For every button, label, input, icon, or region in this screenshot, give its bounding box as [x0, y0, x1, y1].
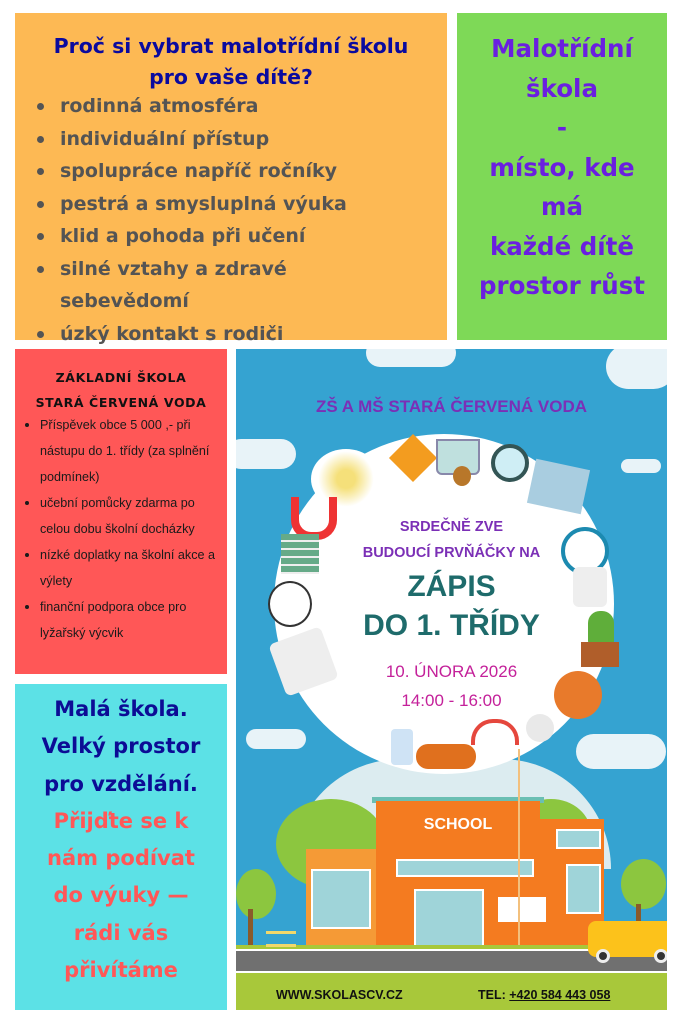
magnifier-icon	[491, 444, 529, 482]
cloud-icon	[366, 349, 456, 367]
benefits-panel	[15, 349, 227, 674]
list-item: silné vztahy a zdravé sebevědomí	[35, 253, 360, 318]
event-datetime	[236, 657, 667, 715]
window	[311, 869, 371, 929]
enrollment-headline	[236, 567, 667, 645]
phone-contact	[478, 988, 610, 1002]
headline-line-2: DO 1. TŘÍDY	[363, 609, 540, 642]
invite-text	[236, 514, 667, 566]
list-item: rodinná atmosféra	[35, 90, 360, 123]
benefits-title	[15, 365, 227, 415]
motto-line: místo, kde	[489, 152, 635, 182]
tel-label: TEL:	[478, 988, 510, 1002]
list-item: učební pomůcky zdarma po celou dobu školní docházky	[21, 490, 225, 542]
flagpole	[518, 749, 520, 945]
title-line-2: STARÁ ČERVENÁ VODA	[35, 395, 207, 410]
cloud-icon	[621, 459, 661, 473]
reasons-list	[35, 90, 360, 350]
window	[556, 829, 601, 849]
motto-line: škola	[526, 73, 598, 103]
motto-panel	[457, 13, 667, 340]
tree-icon	[621, 859, 666, 909]
acorn-icon	[453, 466, 471, 486]
list-item: pestrá a smysluplná výuka	[35, 188, 360, 221]
slogan-text	[15, 691, 227, 989]
motto-line: -	[556, 113, 568, 142]
motto-line: Malotřídní	[491, 34, 633, 63]
entrance-door	[414, 889, 484, 949]
enrollment-poster	[236, 349, 667, 1010]
tree-icon	[236, 869, 276, 919]
bus-wheel	[596, 949, 610, 963]
invite-line: rádi vás	[73, 920, 169, 945]
slogan-panel	[15, 684, 227, 1010]
why-choose-panel	[15, 13, 447, 345]
list-item: klid a pohoda při učení	[35, 220, 360, 253]
invite-line: Přijďte se k	[53, 808, 189, 833]
list-item: finanční podpora obce pro lyžařský výcvik	[21, 594, 225, 646]
motto-line: každé dítě	[489, 231, 635, 261]
title-line-2: pro vaše dítě?	[149, 65, 313, 89]
invite-line: do výuky —	[53, 883, 189, 908]
school-logo-sign	[498, 897, 546, 922]
invite-line: nám podívat	[47, 846, 195, 871]
motto-line: prostor růst	[478, 271, 645, 300]
why-choose-title	[15, 31, 447, 93]
school-sign: SCHOOL	[423, 816, 493, 833]
event-time: 14:00 - 16:00	[401, 691, 502, 710]
bus-wheel	[654, 949, 667, 963]
slogan-line: pro vzdělání.	[44, 771, 198, 796]
cloud-icon	[576, 734, 666, 769]
list-item: nízké doplatky na školní akce a výlety	[21, 542, 225, 594]
benefits-list	[21, 412, 225, 646]
slogan-line: Malá škola.	[54, 697, 188, 721]
website-link[interactable]: WWW.SKOLASCV.CZ	[276, 988, 403, 1002]
pencil-case-icon	[416, 744, 476, 769]
tree-trunk	[248, 909, 253, 949]
slogan-line: Velký prostor	[41, 734, 201, 759]
list-item: Příspěvek obce 5 000 ,- při nástupu do 1. třídy (za splnění podmínek)	[21, 412, 225, 490]
phone-link[interactable]: +420 584 443 058	[509, 988, 611, 1002]
list-item: spolupráce napříč ročníky	[35, 155, 360, 188]
motto-line: má	[540, 192, 584, 221]
motto-text	[457, 29, 667, 306]
headline-line-1: ZÁPIS	[407, 570, 496, 603]
title-line-1: Proč si vybrat malotřídní školu	[53, 34, 409, 58]
invite-line: přivítáme	[64, 958, 178, 983]
cloud-icon	[236, 439, 296, 469]
list-item: úzký kontakt s rodiči	[35, 318, 360, 351]
event-date: 10. ÚNORA 2026	[385, 662, 518, 681]
window	[566, 864, 601, 914]
glue-bottle-icon	[391, 729, 413, 765]
invite-line-2: BUDOUCÍ PRVŇÁČKY NA	[362, 545, 541, 561]
invite-line-1: SRDEČNĚ ZVE	[399, 519, 504, 535]
bench-icon	[266, 931, 296, 947]
title-line-1: ZÁKLADNÍ ŠKOLA	[55, 370, 187, 385]
window	[396, 859, 534, 877]
school-name: ZŠ A MŠ STARÁ ČERVENÁ VODA	[315, 397, 588, 416]
cloud-icon	[246, 729, 306, 749]
list-item: individuální přístup	[35, 123, 360, 156]
cloud-icon	[606, 349, 667, 389]
lightbulb-icon	[526, 714, 554, 742]
